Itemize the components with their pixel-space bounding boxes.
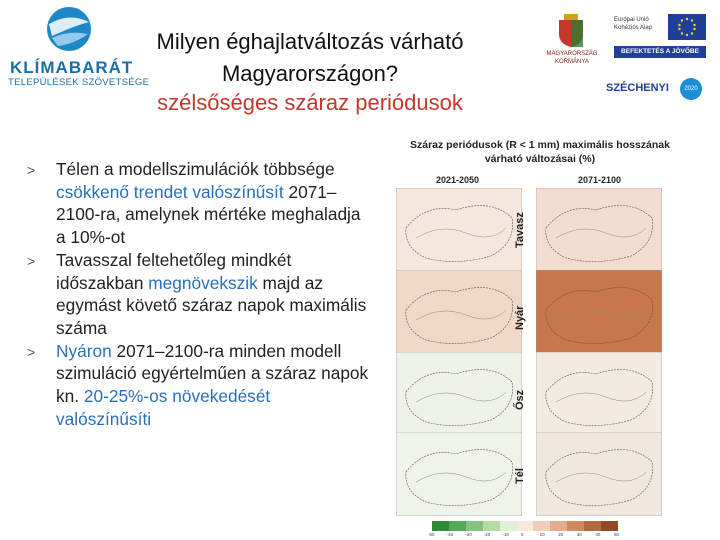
logo-line1: KLÍMABARÁT: [10, 58, 134, 77]
bullet-highlight: csökkenő trendet valószínűsít: [56, 181, 284, 202]
klimabarat-logo: [6, 4, 150, 100]
colorbar-swatch: [466, 521, 483, 531]
colorbar-swatch: [449, 521, 466, 531]
map-spring-2021-2050: [396, 188, 522, 272]
colorbar-tick-label: 20: [558, 532, 564, 537]
invest-banner: BEFEKTETÉS A JÖVŐBE: [614, 46, 706, 58]
row-label-autumn: Ősz: [514, 389, 526, 410]
globe-icon: [44, 4, 94, 54]
colorbar-tick-label: -10: [502, 532, 509, 537]
government-label: MAGYARORSZÁG KORMÁNYA: [546, 51, 598, 65]
colorbar-swatch: [483, 521, 500, 531]
hungarian-crest-icon: [556, 14, 586, 48]
figure-title: Száraz periódusok (R < 1 mm) maximális hosszának várható változásai (%): [410, 139, 670, 165]
szechenyi-2020-badge: 2020: [680, 78, 702, 100]
colorbar-tick-label: -30: [465, 532, 472, 537]
bullet-text: 2071–2100-ra minden modell szimuláció egyértelműen a száraz napok kn.: [56, 340, 369, 407]
colorbar-swatch: [567, 521, 584, 531]
map-summer-2021-2050: [396, 270, 522, 354]
map-autumn-2071-2100: [536, 352, 662, 436]
colorbar-swatch: [601, 521, 618, 531]
map-winter-2071-2100: [536, 432, 662, 516]
map-summer-2071-2100: [536, 270, 662, 354]
colorbar-tick-label: -50: [428, 532, 435, 537]
column-header-2071-2100: 2071-2100: [578, 175, 622, 185]
map-autumn-2021-2050: [396, 352, 522, 436]
colorbar-tick-label: 10: [539, 532, 545, 537]
page-title: Milyen éghajlatváltozás várható Magyarországon?: [156, 29, 464, 86]
colorbar-tick-label: 50: [614, 532, 620, 537]
map-spring-2071-2100: [536, 188, 662, 272]
row-label-summer: Nyár: [514, 305, 526, 330]
colorbar-swatch: [517, 521, 534, 531]
szechenyi-label: SZÉCHENYI: [606, 82, 669, 94]
colorbar-swatch: [500, 521, 517, 531]
bullet-text: Télen a modellszimulációk többsége: [56, 159, 335, 179]
colorbar-swatch: [533, 521, 550, 531]
bullet-text: 2071–2100-ra, amelynek mértéke meghaladja a 10%-ot: [56, 181, 361, 248]
colorbar-tick-label: 40: [595, 532, 601, 537]
map-winter-2021-2050: [396, 432, 522, 516]
colorbar-tick-label: -20: [483, 532, 491, 537]
bullet-highlight: megnövekszik: [148, 272, 258, 293]
colorbar-tick-label: -40: [446, 532, 454, 537]
bullet-winter: [24, 158, 369, 249]
funding-logos: [536, 8, 714, 104]
eu-flag-icon: [668, 14, 706, 40]
page-subtitle: szélsőséges száraz periódusok: [157, 90, 463, 115]
bullet-highlight: 20-25%-os növekedését valószínűsíti: [56, 386, 271, 429]
bullet-marker: >: [27, 252, 36, 269]
bullet-highlight: Nyáron: [56, 340, 112, 361]
bullet-text: Tavasszal feltehetőleg mindkét időszakban: [56, 249, 292, 293]
colorbar-tick-label: 0: [521, 532, 524, 537]
row-label-spring: Tavasz: [514, 212, 526, 248]
logo-line2: TELEPÜLÉSEK SZÖVETSÉGE: [8, 77, 150, 88]
bullet-marker: >: [27, 162, 36, 178]
bullet-text: majd az egymást követő száraz napok maximális száma: [56, 272, 367, 338]
colorbar-ticks: [428, 532, 620, 540]
bullet-list: [24, 158, 369, 430]
colorbar-tick-label: 30: [576, 532, 582, 537]
colorbar-swatch: [550, 521, 567, 531]
bullet-spring: [24, 249, 369, 340]
bullet-summer: [24, 340, 369, 431]
eu-label: Európai Unió Kohéziós Alap: [614, 17, 653, 31]
column-header-2021-2050: 2021-2050: [436, 175, 480, 185]
colorbar-swatch: [432, 521, 449, 531]
bullet-marker: >: [27, 343, 36, 360]
row-label-winter: Tél: [514, 468, 526, 484]
colorbar-swatch: [584, 521, 601, 531]
colorbar: [432, 521, 618, 531]
